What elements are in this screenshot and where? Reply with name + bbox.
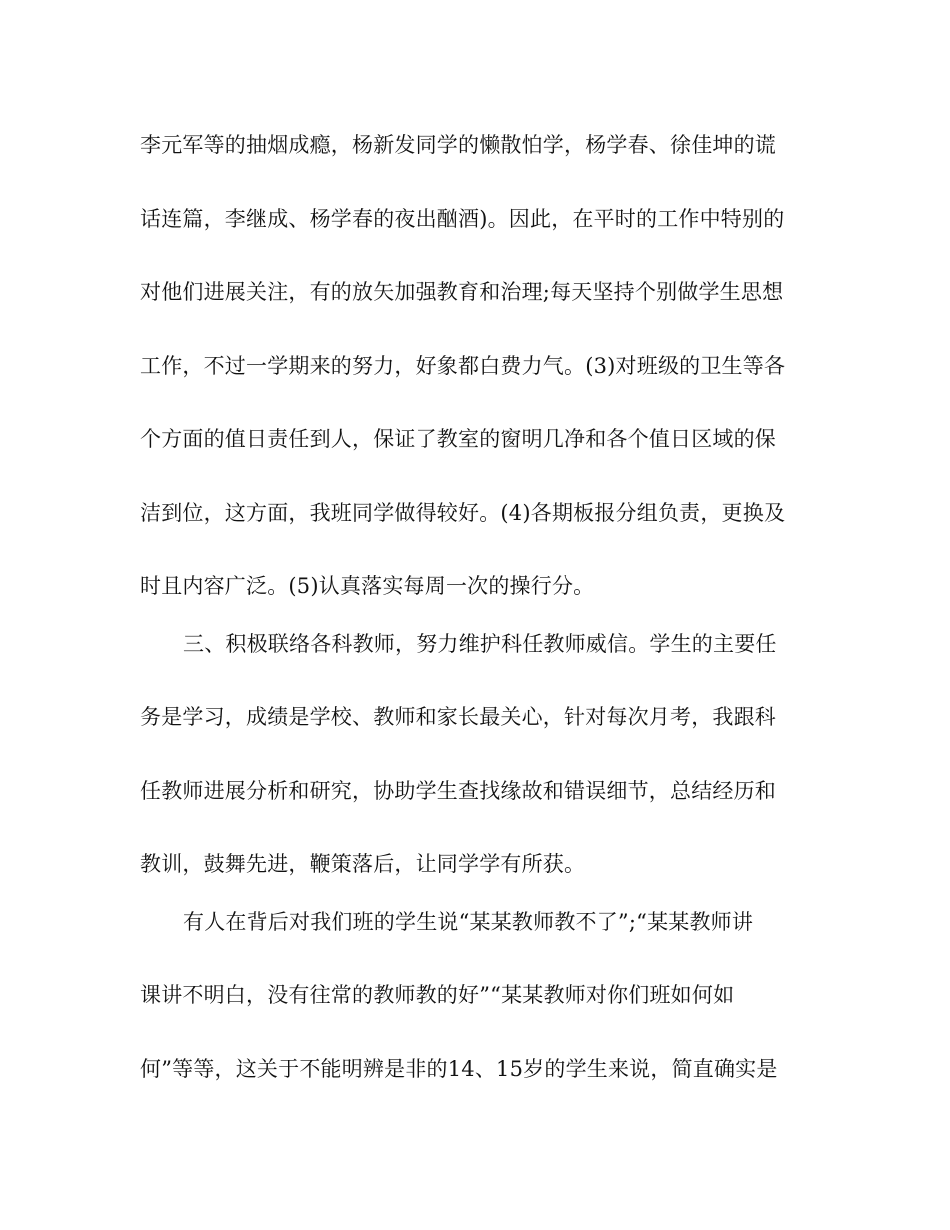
text-line-2: 话连篇，李继成、杨学春的夜出酗酒)。因此，在平时的工作中特别的 [140,207,785,231]
text-line-10: 任教师进展分析和研究，协助学生查找缘故和错误细节，总结经历和 [140,779,776,803]
text-line-14: 何”等等，这关于不能明辨是非的14、15岁的学生来说，简直确实是 [140,1057,778,1081]
text-line-8: 三、积极联络各科教师，努力维护科任教师威信。学生的主要任 [183,632,777,656]
text-line-6: 洁到位，这方面，我班同学做得较好。(4)各期板报分组负责，更换及 [140,501,786,525]
text-line-4: 工作，不过一学期来的努力，好象都白费力气。(3)对班级的卫生等各 [140,354,786,378]
text-line-3: 对他们进展关注，有的放矢加强教育和治理;每天坚持个别做学生思想 [140,280,784,304]
text-line-7: 时且内容广泛。(5)认真落实每周一次的操行分。 [140,574,595,598]
text-line-13: 课讲不明白，没有往常的教师教的好”“某某教师对你们班如何如 [140,983,735,1007]
text-line-1: 李元军等的抽烟成瘾，杨新发同学的懒散怕学，杨学春、徐佳坤的谎 [140,133,776,157]
text-line-9: 务是学习，成绩是学校、教师和家长最关心，针对每次月考，我跟科 [140,705,776,729]
text-line-5: 个方面的值日责任到人，保证了教室的窗明几净和各个值日区域的保 [140,427,776,451]
text-line-11: 教训，鼓舞先进，鞭策落后，让同学学有所获。 [140,852,586,876]
text-line-12: 有人在背后对我们班的学生说“某某教师教不了”;“某某教师讲 [183,910,754,934]
